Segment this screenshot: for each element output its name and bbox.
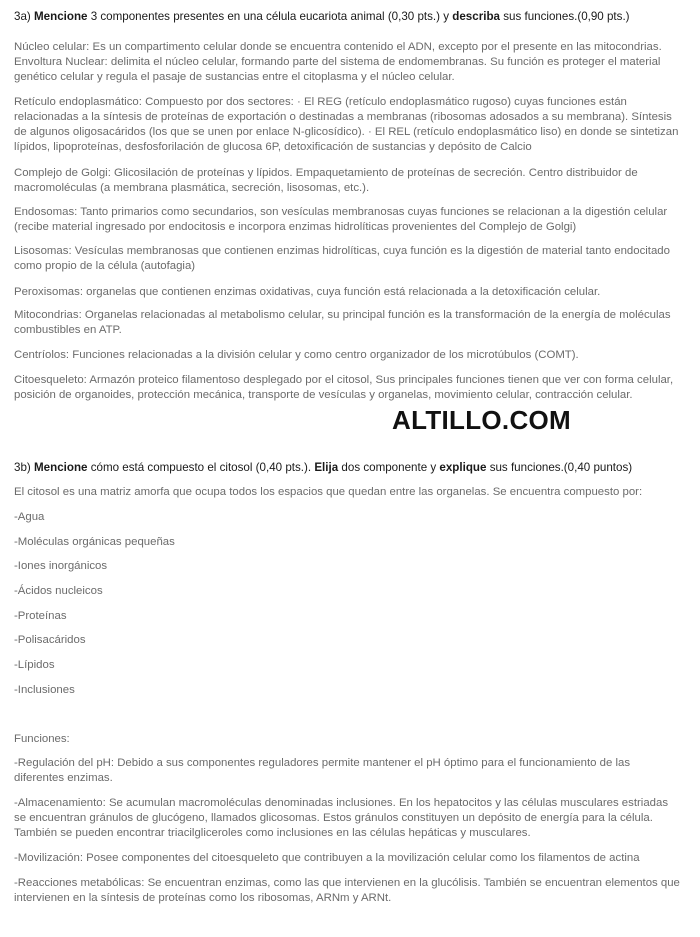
question-number: 3b) [14, 461, 31, 474]
question-text: sus funciones.(0,40 puntos) [489, 461, 633, 474]
question-verb: explique [439, 461, 487, 474]
question-verb: Mencione [34, 461, 88, 474]
functions-heading: Funciones: [14, 733, 70, 745]
answer-reticulo: Retículo endoplasmático: Compuesto por dos sectores: · El REG (retículo endoplasmático rugoso) cuyas funciones están relacionadas a la síntesis de proteínas de exportación o destinadas a membranas (ribosomas adosados a su membrana). Síntesis de algunos oligosacáridos (los que se unen por enlace N-glicosídico). · El REL (retículo endoplasmático liso) en donde se sintetizan lípidos, lipoproteínas, desfosforilación de glucosa 6P, detoxificación de sustancias y depósito de Calcio [14, 96, 679, 153]
answer-nucleo: Núcleo celular: Es un compartimento celular donde se encuentra contenido el ADN, excepto por el presente en las mitocondrias. Envoltura Nuclear: delimita el núcleo celular, formando parte del sistema de endomembranas. Su función es proteger el material genético celular y regula el pasaje de sustancias entre el citoplasma y el núcleo celular. [14, 41, 662, 83]
answer-citoesqueleto: Citoesqueleto: Armazón proteico filamentoso desplegado por el citosol, Sus principales funciones tienen que ver con forma celular, posición de organoides, protección mecánica, transporte de vesículas y organelas, movimiento celular, contracción celular. [14, 374, 674, 401]
function-item-ph: -Regulación del pH: Debido a sus componentes reguladores permite mantener el pH óptimo para el funcionamiento de las diferentes enzimas. [14, 757, 631, 784]
question-3b [14, 460, 690, 475]
answer-peroxisomas: Peroxisomas: organelas que contienen enzimas oxidativas, cuya función está relacionada a la detoxificación celular. [14, 286, 601, 298]
question-text: 3 componentes presentes en una célula eucariota animal (0,30 pts.) y [90, 10, 450, 23]
component-item: -Ácidos nucleicos [14, 585, 103, 597]
citosol-intro: El citosol es una matriz amorfa que ocupa todos los espacios que quedan entre las organelas. Se encuentra compuesto por: [14, 486, 643, 498]
component-item: -Iones inorgánicos [14, 560, 108, 572]
answer-golgi: Complejo de Golgi: Glicosilación de proteínas y lípidos. Empaquetamiento de proteínas de secreción. Centro distribuidor de macromoléculas (a membrana plasmática, secreción, lisosomas, etc.). [14, 167, 638, 194]
question-text: dos componente y [341, 461, 437, 474]
answer-mitocondrias: Mitocondrias: Organelas relacionadas al metabolismo celular, su principal función es la transformación de la energía de moléculas combustibles en ATP. [14, 309, 671, 336]
function-item-metabolicas: -Reacciones metabólicas: Se encuentran enzimas, como las que intervienen en la glucólisis. También se encuentran elementos que intervienen en la síntesis de proteínas como los ribosomas, ARNm y ARNt. [14, 877, 680, 904]
question-verb: Mencione [34, 10, 88, 23]
component-item: -Agua [14, 511, 45, 523]
question-text: sus funciones.(0,90 pts.) [503, 10, 630, 23]
question-verb: describa [452, 10, 500, 23]
function-item-almacenamiento: -Almacenamiento: Se acumulan macromoléculas denominadas inclusiones. En los hepatocitos y las células musculares estriadas se encuentran gránulos de glucógeno, llamados glicosomas. Estos gránulos constituyen un depósito de energía para la célula. También se pueden encontrar triacilgliceroles como inclusiones en las células hepáticas y musculares. [14, 797, 669, 839]
answer-centriolos: Centríolos: Funciones relacionadas a la división celular y como centro organizador de los microtúbulos (COMT). [14, 349, 579, 361]
component-item: -Lípidos [14, 659, 55, 671]
component-item: -Moléculas orgánicas pequeñas [14, 536, 175, 548]
answer-lisosomas: Lisosomas: Vesículas membranosas que contienen enzimas hidrolíticas, cuya función es la digestión de material tanto endocitado como propio de la célula (autofagia) [14, 245, 670, 272]
answer-endosomas: Endosomas: Tanto primarios como secundarios, son vesículas membranosas cuyas funciones se relacionan a la digestión celular (recibe material ingresado por endocitosis e incorpora enzimas hidrolíticas provenientes del Complejo de Golgi) [14, 206, 668, 233]
question-3a [14, 9, 690, 24]
question-verb: Elija [314, 461, 339, 474]
component-item: -Proteínas [14, 610, 67, 622]
question-number: 3a) [14, 10, 31, 23]
function-item-movilizacion: -Movilización: Posee componentes del citoesqueleto que contribuyen a la movilización celular como los filamentos de actina [14, 852, 640, 864]
question-text: cómo está compuesto el citosol (0,40 pts.). [90, 461, 312, 474]
component-item: -Polisacáridos [14, 634, 86, 646]
component-item: -Inclusiones [14, 684, 75, 696]
watermark-logo: ALTILLO.COM [392, 405, 572, 435]
